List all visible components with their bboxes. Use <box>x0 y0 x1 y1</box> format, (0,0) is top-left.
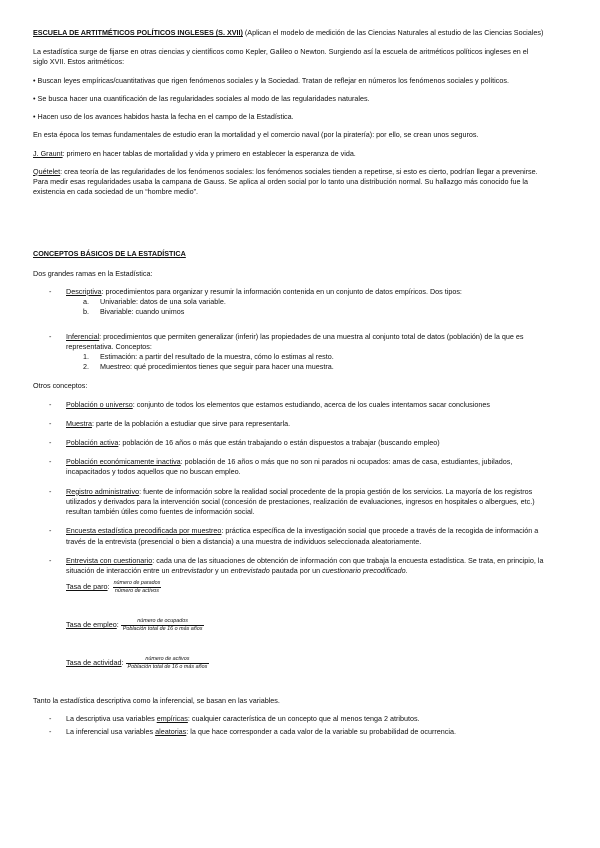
epoca-paragraph: En esta época los temas fundamentales de estudio eran la mortalidad y el comercio naval (por la piratería): por ello, se crean unos seguros. <box>33 130 479 140</box>
graunt-name: J. Graunt <box>33 148 63 158</box>
formula-tasa-actividad: Tasa de actividad: $\frac{\text{número de activos}}{\text{Población total de 16 o más años}}$ <box>66 656 208 670</box>
list-item: 1. Estimación: a partir del resultado de la muestra, cómo lo estimas al resto. <box>83 351 334 361</box>
list-item-variable: - La descriptiva usa variables empíricas: cualquier característica de un concepto que al menos tenga 2 atributos. <box>33 714 544 724</box>
bullet-item: • Se busca hacer una cuantificación de las regularidades sociales al modo de las regularidades naturales. <box>33 93 370 103</box>
term-descriptiva: Descriptiva <box>66 286 102 296</box>
formula-tasa-paro: Tasa de paro: $\frac{\text{número de parados}}{\text{número de activos}}$ <box>66 580 161 594</box>
otros-intro: Otros conceptos: <box>33 381 88 391</box>
variables-intro: Tanto la estadística descriptiva como la inferencial, se basan en las variables. <box>33 696 280 706</box>
bullet-item: • Buscan leyes empíricas/cuantitativas que rigen fenómenos sociales y la Sociedad. Tratan de reflejar en números los fenómenos sociales y políticos. <box>33 75 509 85</box>
fraction: $\frac{\text{número de parados}}{\text{número de activos}}$ <box>113 580 161 594</box>
list-item-concepto: - Población o universo: conjunto de todos los elementos que estamos estudiando, acerca de los cuales intentamos sacar conclusiones <box>33 400 544 410</box>
ramas-intro: Dos grandes ramas en la Estadística: <box>33 268 153 278</box>
graunt-paragraph: J. Graunt: primero en hacer tablas de mortalidad y vida y primero en establecer la esperanza de vida. <box>33 148 356 158</box>
list-item: a. Univariable: datos de una sola variable. <box>83 297 226 307</box>
list-item-descriptiva: - Descriptiva: procedimientos para organizar y resumir la información contenida en un conjunto de datos empíricos. Dos tipos: a. Univariable: datos de una sola variable. b. Bivariable: cuando unimos <box>33 287 544 318</box>
intro-paragraph: La estadística surge de fijarse en otras ciencias y científicos como Kepler, Galileo o Newton. Surgiendo así la escuela de aritméticos políticos ingleses en el siglo XVII. Estos aritméticos: <box>33 47 529 67</box>
bullet-glyph: • <box>33 75 36 85</box>
formula-tasa-empleo: Tasa de empleo: $\frac{\text{número de ocupados}}{\text{Población total de 16 o más años}}$ <box>66 618 203 632</box>
list-item: b. Bivariable: cuando unimos <box>83 307 185 317</box>
list-item-concepto: - Población activa: población de 16 años o más que están trabajando o están dispuestos a trabajar (buscando empleo) <box>33 438 544 448</box>
variables-list <box>33 714 544 736</box>
list-item: 2. Muestreo: qué procedimientos tienes que seguir para hacer una muestra. <box>83 362 334 372</box>
conceptos-list <box>33 400 544 671</box>
inferencial-sublist <box>66 352 544 372</box>
list-item-concepto: - Población económicamente inactiva: población de 16 años o más que no son ni parados ni ocupados: amas de casa, estudiantes, jubilados, incapacitados y todos aquellos que no buscan empleo. <box>33 457 544 477</box>
list-item-concepto: - Encuesta estadística precodificada por muestreo: práctica específica de la investigación social que procede a través de la recogida de información a través de la entrevista (presencial o bien a distancia) a una muestra de individuos seleccionada aleatoriamente. <box>33 526 544 546</box>
descriptiva-sublist <box>66 297 544 317</box>
quetelet-name: Quételet <box>33 166 61 176</box>
section-heading-aritmeticos <box>33 28 544 38</box>
list-item-inferencial: - Inferencial: procedimientos que permiten generalizar (inferir) las propiedades de una muestra al conjunto total de datos (población) de la que es representativa. Conceptos: 1. Estimación: a partir del resultado de la muestra, cómo lo estimas al resto. 2. Muestreo: qué procedimientos tienes que seguir para hacer una muestra. <box>33 332 544 373</box>
ramas-list <box>33 287 544 373</box>
bullet-glyph: • <box>33 112 36 122</box>
fraction: $\frac{\text{número de activos}}{\text{Población total de 16 o más años}}$ <box>127 656 208 670</box>
quetelet-paragraph: Quételet: crea teoría de las regularidades de los fenómenos sociales: los fenómenos sociales tienden a repetirse, si esto es cierto, podrían llegar a prevenirse. Para medir esas regularidades usaba la campana de Gauss. Se aplica al orden social por lo tanto una distribución normal. Su hallazgo más conocido fue la existencia en cada sociedad de un “hombre medio”. <box>33 166 538 197</box>
term-inferencial: Inferencial <box>66 331 100 341</box>
bullet-glyph: • <box>33 93 36 103</box>
heading-title: ESCUELA DE ARTITMÉTICOS POLÍTICOS INGLESES (S. XVII) <box>33 28 243 37</box>
bullet-item: • Hacen uso de los avances habidos hasta la fecha en el campo de la Estadística. <box>33 112 294 122</box>
fraction: $\frac{\text{número de ocupados}}{\text{Población total de 16 o más años}}$ <box>122 618 203 632</box>
list-item-variable: - La inferencial usa variables aleatorias: la que hace corresponder a cada valor de la variable su probabilidad de ocurrencia. <box>33 727 544 737</box>
section-heading-conceptos: CONCEPTOS BÁSICOS DE LA ESTADÍSTICA <box>33 249 186 259</box>
list-item-concepto: - Registro administrativo: fuente de información sobre la realidad social procedente de la propia gestión de los servicios. La mayoría de los registros utilizados y derivados para la intervención social (concesión de prestaciones, realización de evaluaciones, ingresos en hospitales o albergues, etc.) resultan también útiles como fuentes de información social. <box>33 487 544 518</box>
list-item-concepto: - Muestra: parte de la población a estudiar que sirve para representarla. <box>33 419 544 429</box>
list-item-entrevista: - Entrevista con cuestionario: cada una de las situaciones de obtención de información con que trabaja la encuesta estadística. Se trata, en principio, la situación de interacción entre un entrevistador y un entrevistado pautada por un cuestionario precodificado. Tasa de paro: $\frac{\text{número de parados}}{\text{número de activos}}$ Tasa de empleo: $\frac{\text{número de ocupados}}{\text{Población total de 16 o más años}}$ Tasa de actividad: $\frac{\text{número de activos}}{\text{Población total de 16 o más años}}$ <box>33 556 544 670</box>
heading-subtitle: (Aplican el modelo de medición de las Ciencias Naturales al estudio de las Ciencias Sociales) <box>242 28 544 37</box>
